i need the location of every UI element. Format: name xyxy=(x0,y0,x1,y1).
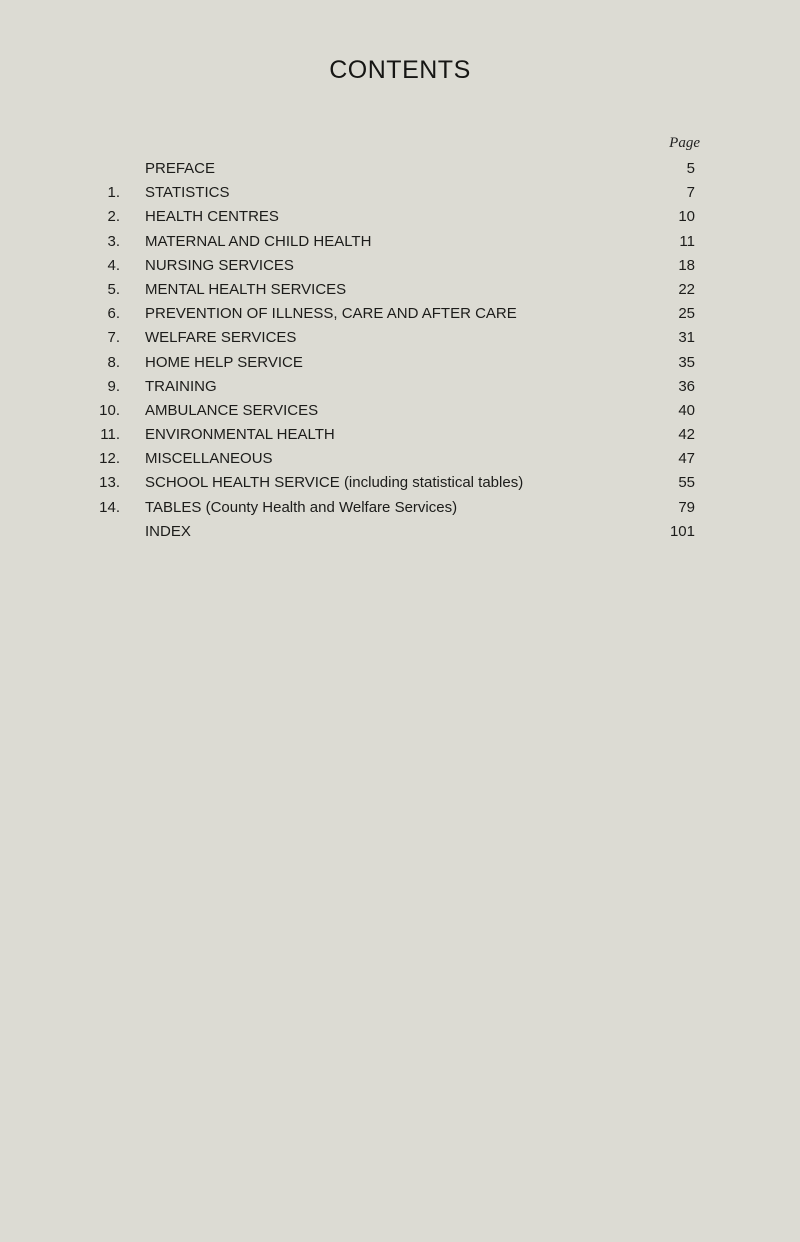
toc-entry-page: 101 xyxy=(669,522,695,540)
toc-entry xyxy=(0,157,800,181)
toc-entry-number: 8. xyxy=(107,353,120,371)
toc-entry xyxy=(0,326,800,350)
toc-entry-page: 47 xyxy=(678,450,695,468)
toc-entry-page: 35 xyxy=(678,353,695,371)
toc-entry-title: WELFARE SERVICES xyxy=(145,329,297,347)
page-column-label: Page xyxy=(669,135,700,151)
toc-entry-number: 14. xyxy=(99,498,120,516)
toc-entry-title: MENTAL HEALTH SERVICES xyxy=(145,280,347,298)
toc-entry-page: 55 xyxy=(678,474,695,492)
toc-entry-title: PREFACE xyxy=(145,160,216,177)
toc-entry-number: 10. xyxy=(99,401,120,419)
toc-entry xyxy=(0,423,800,447)
toc-entry-title: SCHOOL HEALTH SERVICE (including statistical tables) xyxy=(145,474,524,492)
toc-entry xyxy=(0,351,800,375)
toc-entry-number: 11. xyxy=(100,426,120,444)
toc-entry-page: 40 xyxy=(678,401,695,419)
toc-entry-page: 11 xyxy=(679,232,695,250)
toc-entry xyxy=(0,520,800,544)
toc-entry-title: STATISTICS xyxy=(145,184,230,202)
toc-entry xyxy=(0,447,800,471)
toc-entry-title: PREVENTION OF ILLNESS, CARE AND AFTER CARE xyxy=(145,305,517,323)
toc-entry xyxy=(0,205,800,229)
toc-entry-number: 2. xyxy=(107,208,120,226)
toc-entry-page: 10 xyxy=(678,208,695,226)
toc-entry xyxy=(0,375,800,399)
table-of-contents xyxy=(0,157,800,544)
toc-entry xyxy=(0,278,800,302)
toc-entry xyxy=(0,302,800,326)
toc-entry-title: TRAINING xyxy=(145,377,217,395)
toc-entry-title: MATERNAL AND CHILD HEALTH xyxy=(145,232,372,250)
toc-entry-title: ENVIRONMENTAL HEALTH xyxy=(145,426,335,444)
toc-entry-title: MISCELLANEOUS xyxy=(145,450,273,468)
toc-entry-number: 4. xyxy=(107,256,120,274)
toc-entry-title: INDEX xyxy=(145,522,191,540)
toc-entry-number: 5. xyxy=(107,280,120,298)
toc-entry xyxy=(0,230,800,254)
toc-entry-title: TABLES (County Health and Welfare Services) xyxy=(145,498,458,516)
toc-entry-page: 42 xyxy=(678,426,695,444)
toc-entry-page: 22 xyxy=(678,280,695,298)
toc-entry-number: 1. xyxy=(107,184,120,202)
toc-entry-page: 25 xyxy=(678,305,695,323)
toc-entry-page: 5 xyxy=(686,160,695,177)
toc-entry-number: 13. xyxy=(99,474,120,492)
page-title: CONTENTS xyxy=(329,56,471,84)
toc-entry xyxy=(0,471,800,495)
toc-entry-number: 9. xyxy=(107,377,120,395)
toc-entry-page: 31 xyxy=(678,329,695,347)
toc-entry xyxy=(0,399,800,423)
toc-entry-title: NURSING SERVICES xyxy=(145,256,294,274)
toc-entry-title: AMBULANCE SERVICES xyxy=(145,401,319,419)
toc-entry-number: 7. xyxy=(107,329,120,347)
toc-entry xyxy=(0,181,800,205)
toc-entry-title: HEALTH CENTRES xyxy=(145,208,279,226)
toc-entry-number: 3. xyxy=(107,232,120,250)
toc-entry-number: 12. xyxy=(99,450,120,468)
toc-entry xyxy=(0,496,800,520)
toc-entry xyxy=(0,254,800,278)
toc-entry-page: 7 xyxy=(686,184,695,202)
toc-entry-page: 36 xyxy=(678,377,695,395)
toc-entry-page: 18 xyxy=(678,256,695,274)
toc-entry-title: HOME HELP SERVICE xyxy=(145,353,303,371)
toc-entry-page: 79 xyxy=(678,498,695,516)
toc-entry-number: 6. xyxy=(107,305,120,323)
